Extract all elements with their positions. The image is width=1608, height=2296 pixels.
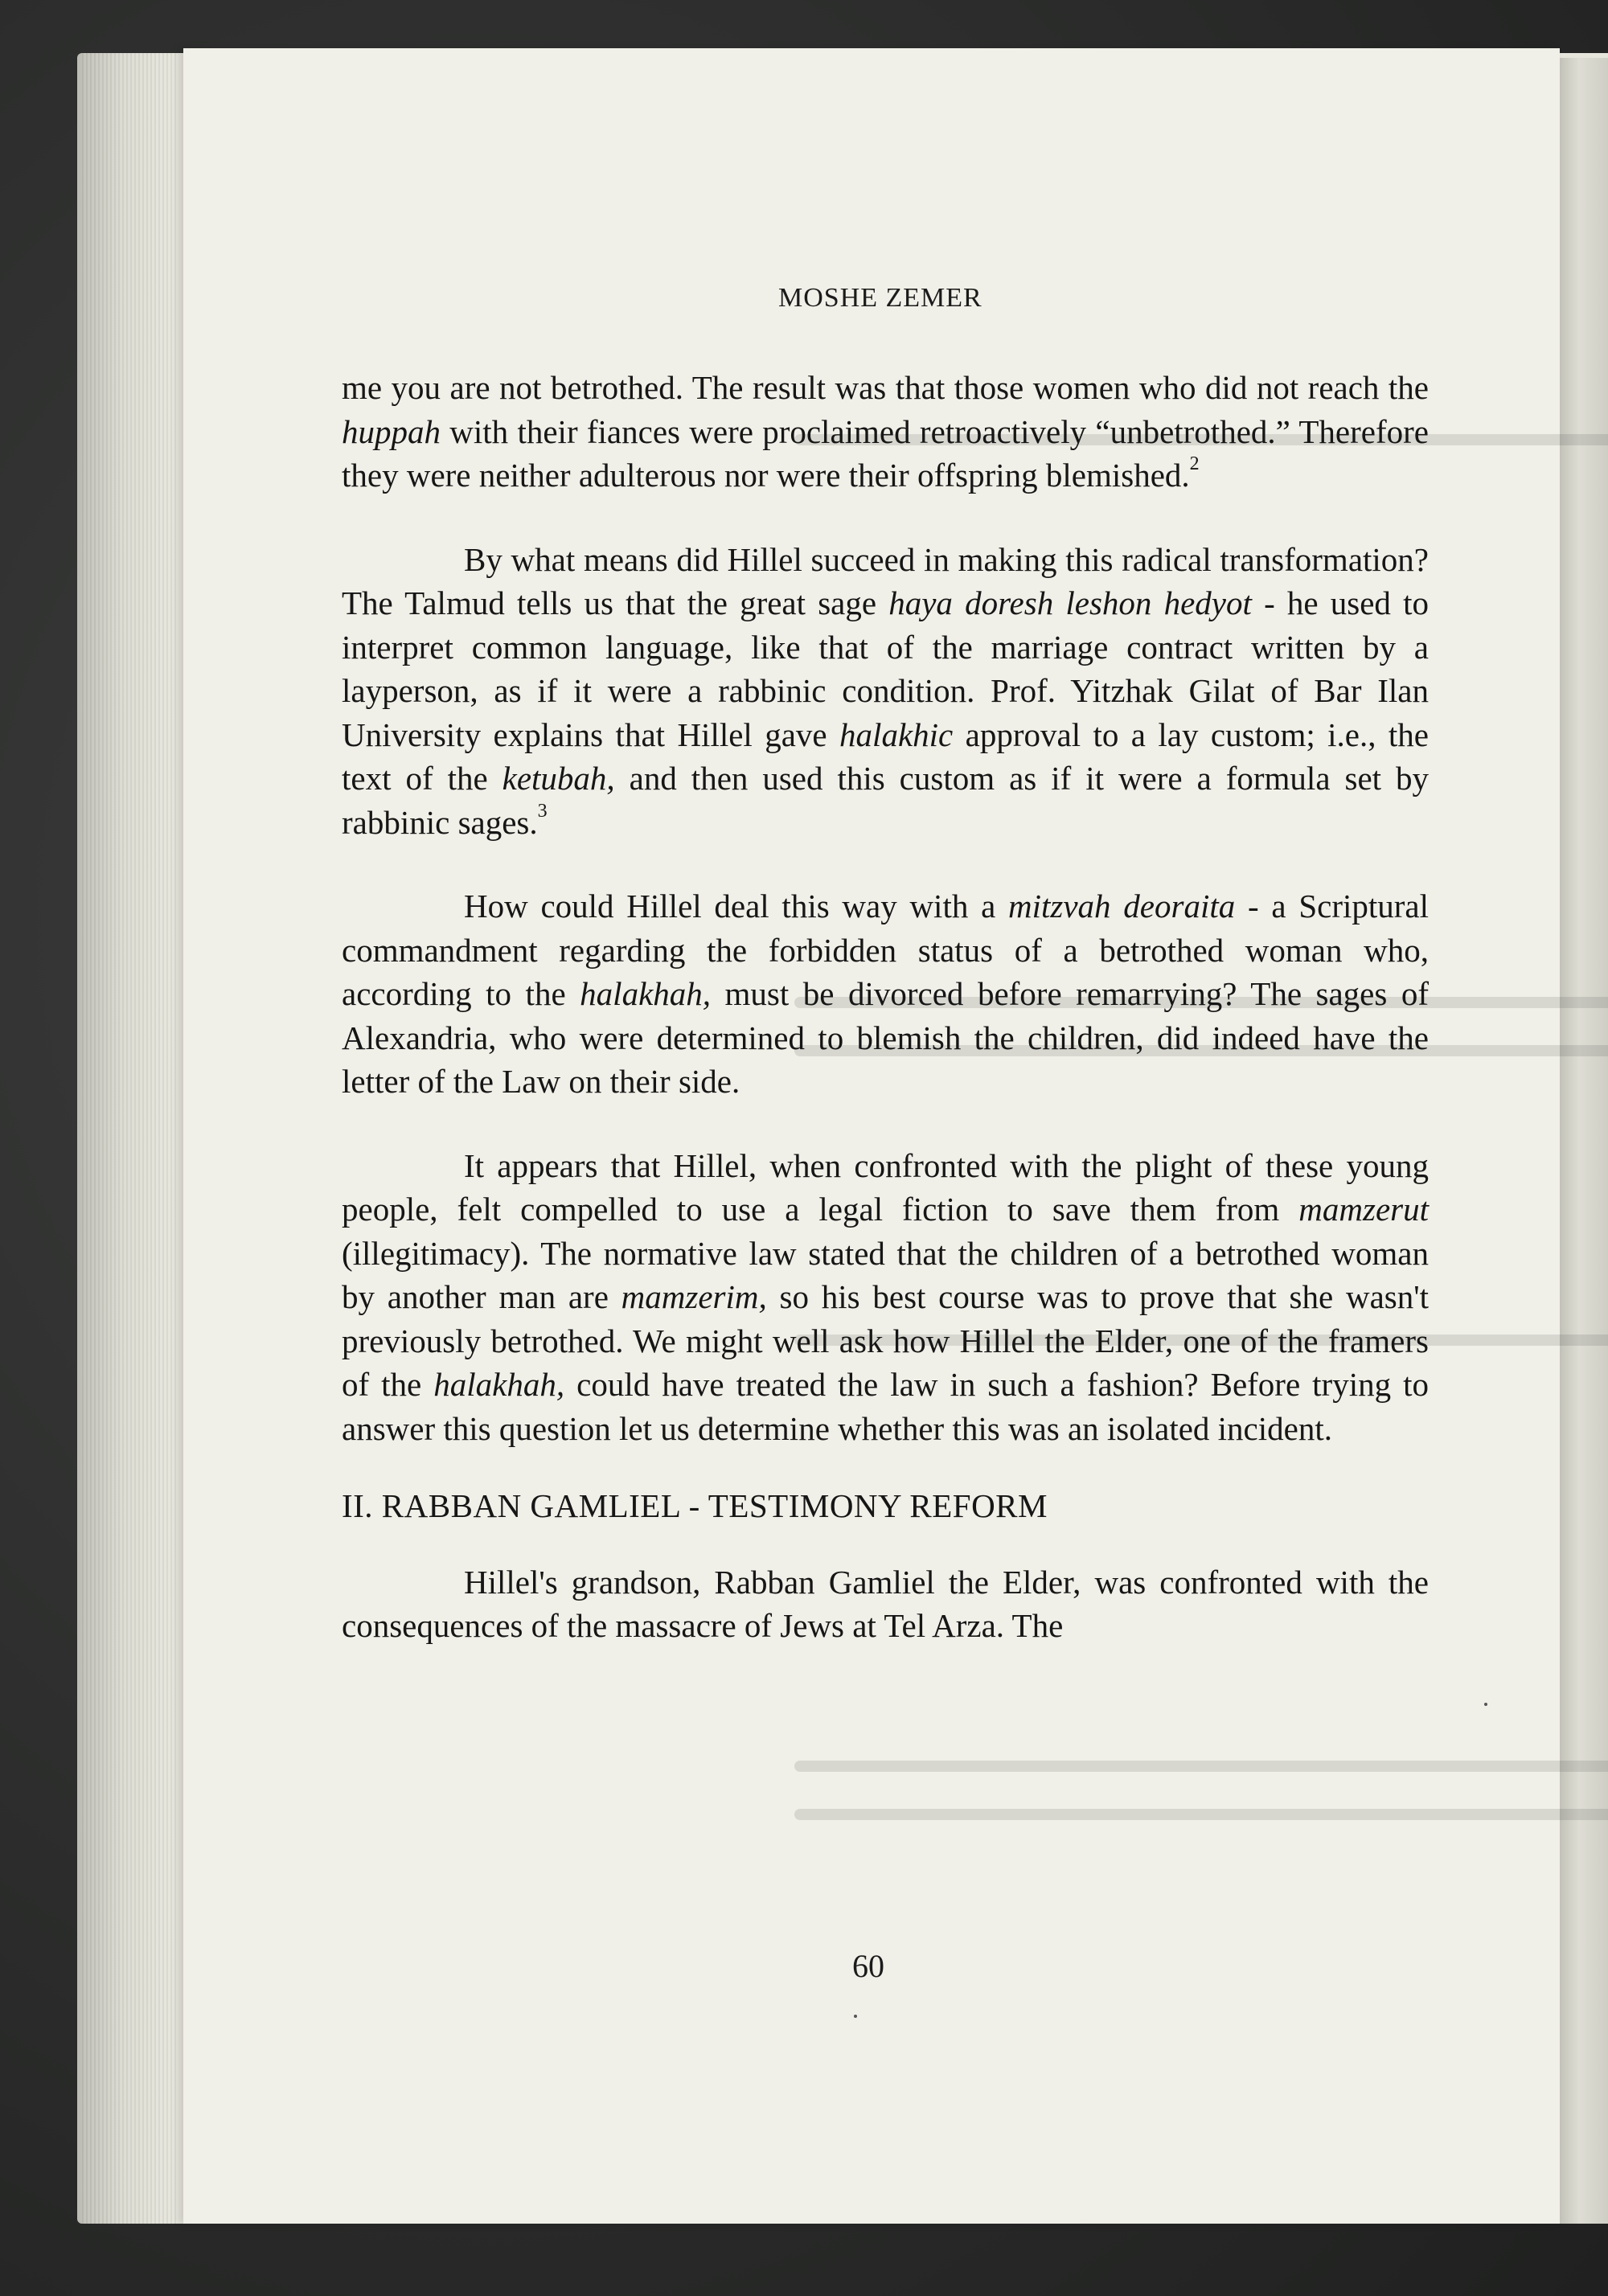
paper-speck <box>1484 1703 1487 1706</box>
paragraph-3: How could Hillel deal this way with a mitzvah deoraita - a Scriptural commandment regarding the forbidden status of a betrothed woman who, according to the halakhah, must be divorced before remarrying? The sages of Alexandria, who were determined to blemish the children, did indeed have the letter of the Law on their side. <box>342 888 1430 1100</box>
ghost-line <box>794 1761 1608 1772</box>
paragraph-4: It appears that Hillel, when confronted with the plight of these young people, felt compelled to use a legal fiction to save them from mamzerut (illegitimacy). The normative law stated that the children of a betrothed woman by another man are mamzerim, so his best course was to prove that she wasn't previously betrothed. We might well ask how Hillel the Elder, one of the framers of the halakhah, could have treated the law in such a fashion? Before trying to answer this question let us determine whether this was an isolated incident. <box>342 1146 1430 1447</box>
footnote-ref: 3 <box>537 800 548 822</box>
footnote-ref: 2 <box>1189 453 1200 475</box>
paragraph-1: me you are not betrothed. The result was that those women who did not reach the huppah with their fiances were proclaimed retroactively “unbetrothed.” Therefore they were neither adulterous nor were their offspring blemished.$^2$ <box>342 369 1429 494</box>
page-edges-right <box>1560 58 1608 2224</box>
section-heading: II. RABBAN GAMLIEL - TESTIMONY REFORM <box>342 1487 1048 1524</box>
paper-speck <box>854 2015 857 2018</box>
body-text <box>342 366 1429 1648</box>
page-number: 60 <box>852 1948 884 1984</box>
paragraph-2: By what means did Hillel succeed in making this radical transformation? The Talmud tells us that the great sage haya doresh leshon hedyot - he used to interpret common language, like that of the marriage contract written by a layperson, as if it were a rabbinic condition. Prof. Yitzhak Gilat of Bar Ilan University explains that Hillel gave halakhic approval to a lay custom; i.e., the text of the ketubah, and then used this custom as if it were a formula set by rabbinic sages.$^3$ <box>342 540 1430 841</box>
ghost-line <box>794 1809 1608 1820</box>
running-head: MOSHE ZEMER <box>778 283 982 313</box>
paragraph-5: Hillel's grandson, Rabban Gamliel the Elder, was confronted with the consequences of the massacre of Jews at Tel Arza. The <box>342 1563 1429 1644</box>
